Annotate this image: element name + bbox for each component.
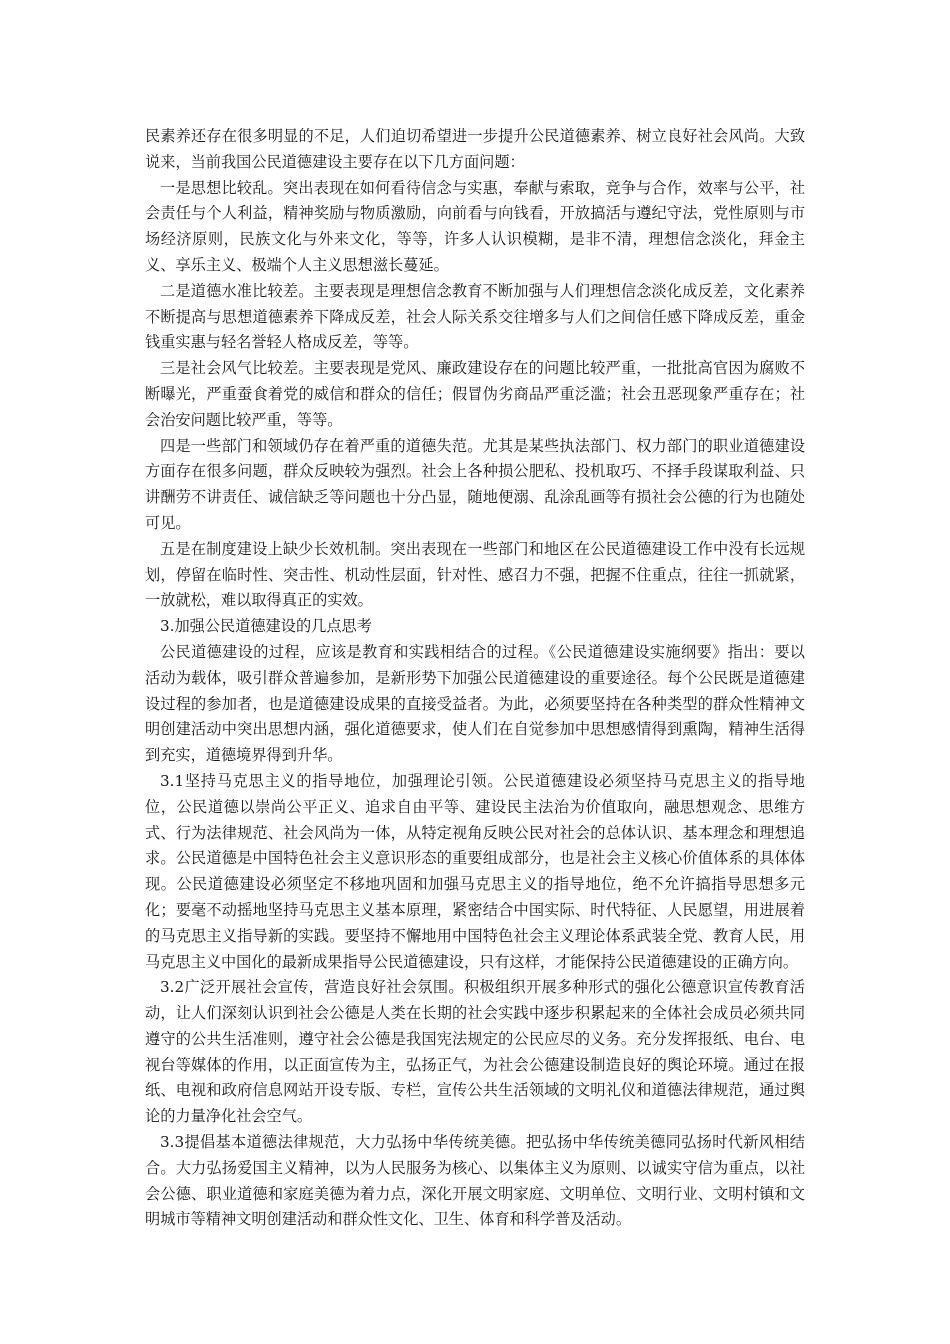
document-body xyxy=(145,124,805,1233)
paragraph: 一是思想比较乱。突出表现在如何看待信念与实惠，奉献与索取，竞争与合作，效率与公平，社会责任与个人利益，精神奖励与物质激励，向前看与向钱看，开放搞活与遵纪守法，党性原则与市场经济原则，民族文化与外来文化，等等，许多人认识模糊，是非不清，理想信念淡化，拜金主义、享乐主义、极端个人主义思想滋长蔓延。 xyxy=(145,178,805,274)
section-heading: 3.加强公民道德建设的几点思考 xyxy=(160,617,372,636)
paragraph: 公民道德建设的过程，应该是教育和实践相结合的过程。《公民道德建设实施纲要》指出：要以活动为载体，吸引群众普遍参加，是新形势下加强公民道德建设的重要途径。每个公民既是道德建设过程的参加者，也是道德建设成果的直接受益者。为此，必须要坚持在各种类型的群众性精神文明创建活动中突出思想内涵，强化道德要求，使人们在自觉参加中思想感情得到熏陶，精神生活得到充实，道德境界得到升华。 xyxy=(145,642,805,765)
paragraph: 3.3提倡基本道德法律规范，大力弘扬中华传统美德。把弘扬中华传统美德同弘扬时代新风相结合。大力弘扬爱国主义精神，以为人民服务为核心、以集体主义为原则、以诚实守信为重点，以社会公德、职业道德和家庭美德为着力点，深化开展文明家庭、文明单位、文明行业、文明村镇和文明城市等精神文明创建活动和群众性文化、卫生、体育和科学普及活动。 xyxy=(145,1133,805,1229)
paragraph: 四是一些部门和领域仍存在着严重的道德失范。尤其是某些执法部门、权力部门的职业道德建设方面存在很多问题，群众反映较为强烈。社会上各种损公肥私、投机取巧、不择手段谋取利益、只讲酬劳不讲责任、诚信缺乏等问题也十分凸显，随地便溺、乱涂乱画等有损社会公德的行为也随处可见。 xyxy=(145,436,805,532)
paragraph: 3.2广泛开展社会宣传，营造良好社会氛围。积极组织开展多种形式的强化公德意识宣传教育活动，让人们深刻认识到社会公德是人类在长期的社会实践中逐步积累起来的全体社会成员必须共同遵守的公共生活准则，遵守社会公德是我国宪法规定的公民应尽的义务。充分发挥报纸、电台、电视台等媒体的作用，以正面宣传为主，弘扬正气，为社会公德建设制造良好的舆论环境。通过在报纸、电视和政府信息网站开设专版、专栏，宣传公共生活领域的文明礼仪和道德法律规范，通过舆论的力量净化社会空气。 xyxy=(145,978,805,1126)
paragraph: 3.1坚持马克思主义的指导地位，加强理论引领。公民道德建设必须坚持马克思主义的指导地位，公民道德以崇尚公平正义、追求自由平等、建设民主法治为价值取向，融思想观念、思维方式、行为法律规范、社会风尚为一体，从特定视角反映公民对社会的总体认识、基本理念和理想追求。公民道德是中国特色社会主义意识形态的重要组成部分，也是社会主义核心价值体系的具体体现。公民道德建设必须坚定不移地巩固和加强马克思主义的指导地位，绝不允许搞指导思想多元化；要毫不动摇地坚持马克思主义基本原理，紧密结合中国实际、时代特征、人民愿望，用进展着的马克思主义指导新的实践。要坚持不懈地用中国特色社会主义理论体系武装全党、教育人民，用马克思主义中国化的最新成果指导公民道德建设，只有这样，才能保持公民道德建设的正确方向。 xyxy=(145,771,805,971)
paragraph: 三是社会风气比较差。主要表现是党风、廉政建设存在的问题比较严重，一批批高官因为腐败不断曝光，严重蚕食着党的威信和群众的信任；假冒伪劣商品严重泛滥；社会丑恶现象严重存在；社会治安问题比较严重，等等。 xyxy=(145,359,805,429)
paragraph: 民素养还存在很多明显的不足，人们迫切希望进一步提升公民道德素养、树立良好社会风尚。大致说来，当前我国公民道德建设主要存在以下几方面问题： xyxy=(145,127,805,171)
paragraph: 五是在制度建设上缺少长效机制。突出表现在一些部门和地区在公民道德建设工作中没有长远规划，停留在临时性、突击性、机动性层面，针对性、感召力不强，把握不住重点，往往一抓就紧，一放就松，难以取得真正的实效。 xyxy=(145,539,805,610)
paragraph: 二是道德水准比较差。主要表现是理想信念教育不断加强与人们理想信念淡化成反差，文化素养不断提高与思想道德素养下降成反差，社会人际关系交往增多与人们之间信任感下降成反差，重金钱重实惠与轻名誉轻人格成反差，等等。 xyxy=(145,281,805,352)
